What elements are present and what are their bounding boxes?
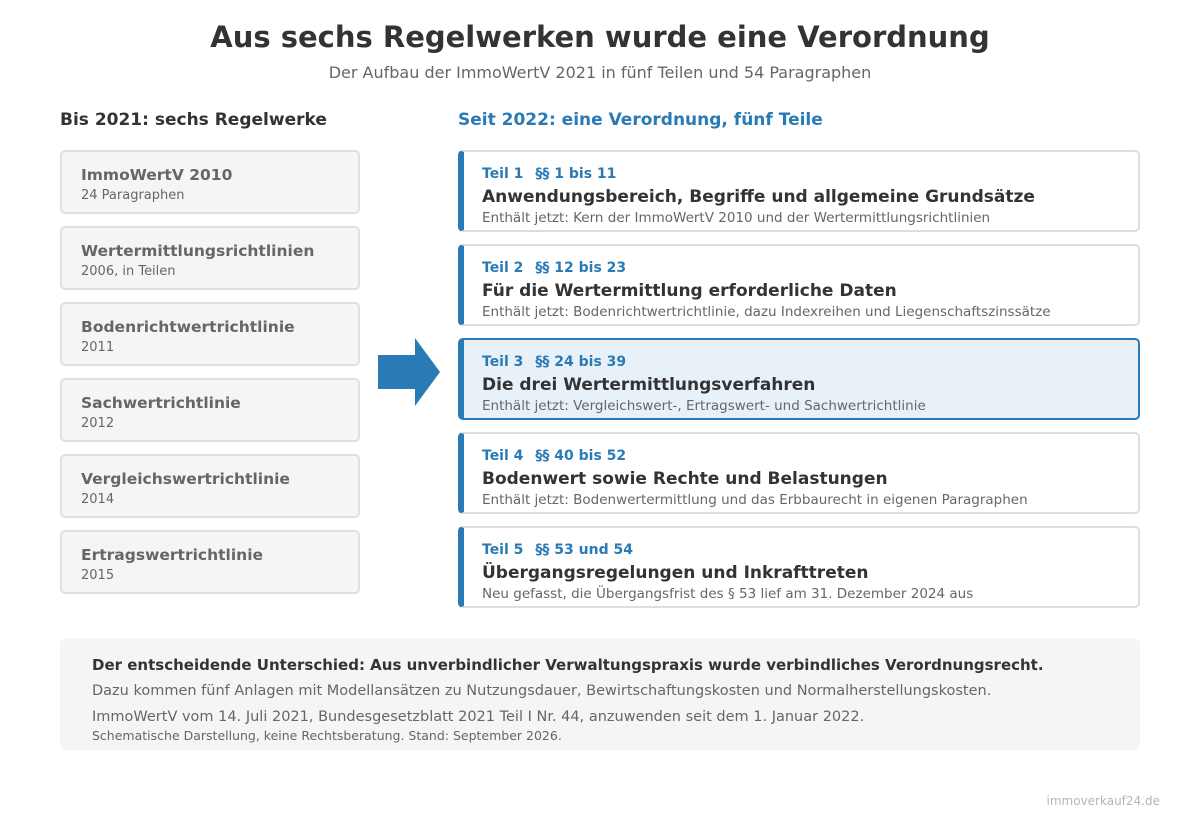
part-title: Für die Wertermittlung erforderliche Daten	[482, 281, 897, 301]
part-title: Übergangsregelungen und Inkrafttreten	[482, 563, 869, 583]
old-regulation-box	[60, 378, 360, 442]
note-line-source: ImmoWertV vom 14. Juli 2021, Bundesgesetzblatt 2021 Teil I Nr. 44, anzuwenden seit dem 1. Januar 2022.	[92, 709, 865, 725]
old-regulation-box	[60, 454, 360, 518]
summary-note	[60, 638, 1140, 750]
page-title: Aus sechs Regelwerken wurde eine Verordnung	[210, 20, 990, 54]
old-regulation-sub: 2006, in Teilen	[81, 264, 176, 279]
part-description: Neu gefasst, die Übergangsfrist des § 53 lief am 31. Dezember 2024 aus	[482, 586, 974, 602]
old-regulation-name: Ertragswertrichtlinie	[81, 546, 264, 564]
part-paragraphs: §§ 1 bis 11	[535, 166, 617, 182]
old-regulation-name: Bodenrichtwertrichtlinie	[81, 318, 295, 336]
part-number: Teil 4	[482, 448, 524, 464]
page-subtitle: Der Aufbau der ImmoWertV 2021 in fünf Teilen und 54 Paragraphen	[328, 63, 872, 82]
part-number: Teil 1	[482, 166, 524, 182]
part-card-highlighted	[458, 338, 1140, 420]
part-paragraphs: §§ 53 und 54	[535, 542, 633, 558]
footer-source: immoverkauf24.de	[1046, 794, 1160, 808]
old-regulation-box	[60, 530, 360, 594]
part-paragraphs: §§ 12 bis 23	[535, 260, 627, 276]
old-regulation-sub: 2011	[81, 340, 115, 355]
old-regulation-name: Sachwertrichtlinie	[81, 394, 241, 412]
old-regulations-list	[60, 150, 360, 606]
old-regulation-name: ImmoWertV 2010	[81, 166, 233, 184]
part-description: Enthält jetzt: Bodenrichtwertrichtlinie, dazu Indexreihen und Liegenschaftszinssätze	[482, 304, 1051, 320]
old-regulation-sub: 2015	[81, 568, 115, 583]
old-regulation-sub: 2014	[81, 492, 115, 507]
part-card	[458, 150, 1140, 232]
part-description: Enthält jetzt: Kern der ImmoWertV 2010 und der Wertermittlungsrichtlinien	[482, 210, 991, 226]
part-description: Enthält jetzt: Bodenwertermittlung und das Erbbaurecht in eigenen Paragraphen	[482, 492, 1028, 508]
part-paragraphs: §§ 40 bis 52	[535, 448, 627, 464]
old-regulation-sub: 2012	[81, 416, 115, 431]
note-disclaimer: Schematische Darstellung, keine Rechtsberatung. Stand: September 2026.	[92, 728, 562, 743]
part-title: Die drei Wertermittlungsverfahren	[482, 375, 816, 395]
old-regulation-box	[60, 226, 360, 290]
old-regulation-sub: 24 Paragraphen	[81, 188, 185, 203]
part-number: Teil 2	[482, 260, 524, 276]
part-card	[458, 526, 1140, 608]
right-arrow-icon	[378, 338, 442, 406]
old-regulation-name: Wertermittlungsrichtlinien	[81, 242, 315, 260]
old-regulation-box	[60, 150, 360, 214]
parts-list	[458, 150, 1140, 620]
part-number: Teil 5	[482, 542, 524, 558]
part-card	[458, 244, 1140, 326]
part-paragraphs: §§ 24 bis 39	[535, 354, 627, 370]
right-column-heading: Seit 2022: eine Verordnung, fünf Teile	[458, 110, 823, 130]
note-headline: Der entscheidende Unterschied: Aus unverbindlicher Verwaltungspraxis wurde verbindliches Verordnungsrecht.	[92, 656, 1044, 674]
note-line-annexes: Dazu kommen fünf Anlagen mit Modellansätzen zu Nutzungsdauer, Bewirtschaftungskosten und Normalherstellungskosten.	[92, 683, 992, 699]
left-column-heading: Bis 2021: sechs Regelwerke	[60, 110, 327, 130]
part-number: Teil 3	[482, 354, 524, 370]
part-card	[458, 432, 1140, 514]
part-title: Anwendungsbereich, Begriffe und allgemeine Grundsätze	[482, 187, 1035, 207]
old-regulation-box	[60, 302, 360, 366]
part-title: Bodenwert sowie Rechte und Belastungen	[482, 469, 888, 489]
old-regulation-name: Vergleichswertrichtlinie	[81, 470, 290, 488]
part-description: Enthält jetzt: Vergleichswert-, Ertragswert- und Sachwertrichtlinie	[482, 398, 926, 414]
